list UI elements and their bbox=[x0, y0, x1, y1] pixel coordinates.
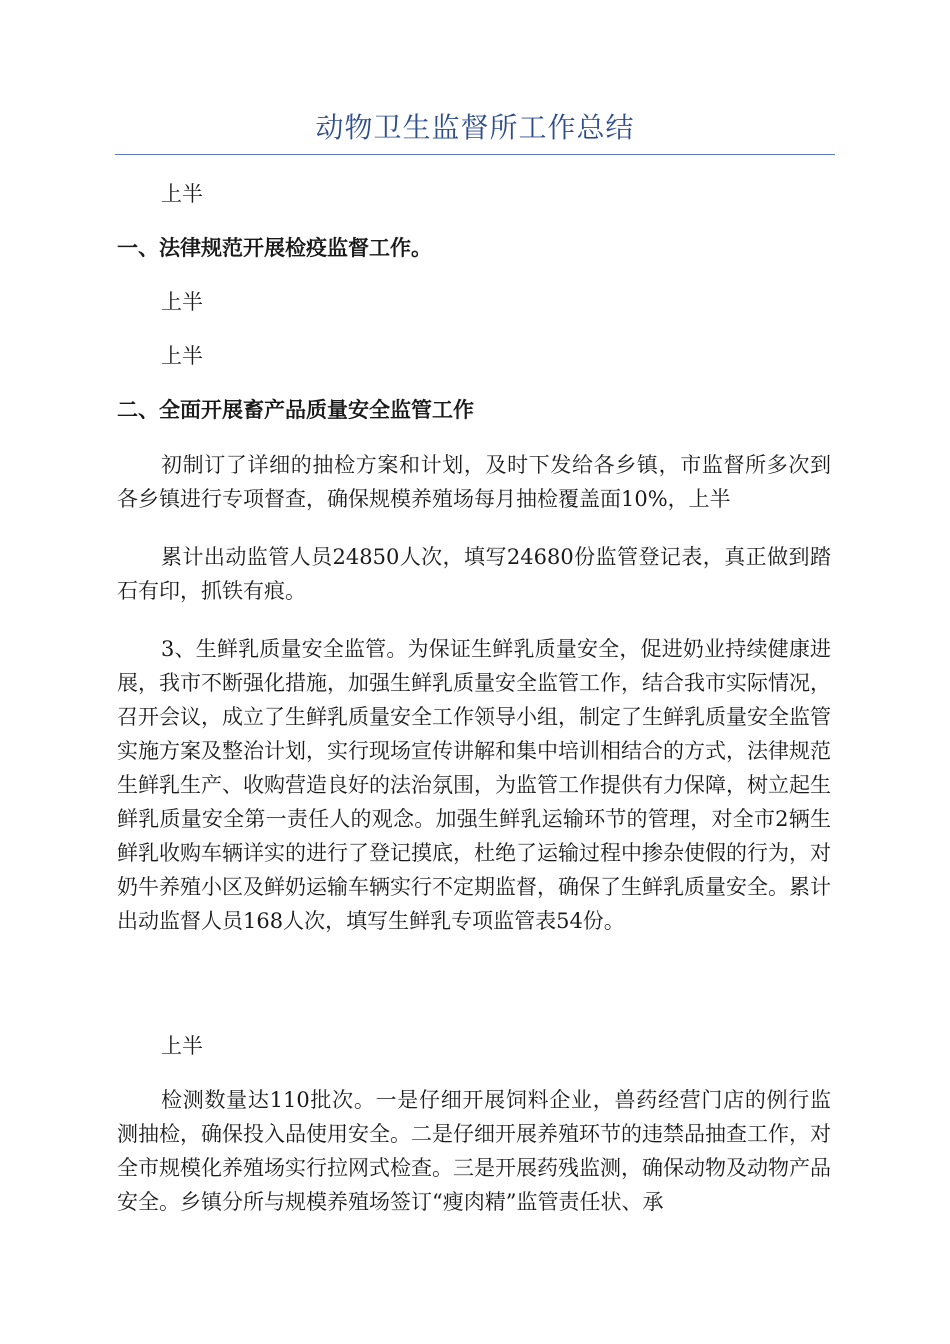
paragraph-text: 初制订了详细的抽检方案和计划，及时下发给各乡镇，市监督所多次到各乡镇进行专项督查，确保规模养殖场每月抽检覆盖面10%，上半 bbox=[117, 453, 831, 511]
paragraph-text: 3、生鲜乳质量安全监管。为保证生鲜乳质量安全，促进奶业持续健康进展，我市不断强化措施，加强生鲜乳质量安全监管工作，结合我市实际情况，召开会议，成立了生鲜乳质量安全工作领导小组，制定了生鲜乳质量安全监管实施方案及整治计划，实行现场宣传讲解和集中培训相结合的方式，法律规范生鲜乳生产、收购营造良好的法治氛围，为监管工作提供有力保障，树立起生鲜乳质量安全第一责任人的观念。加强生鲜乳运输环节的管理，对全市2辆生鲜乳收购车辆详实的进行了登记摸底，杜绝了运输过程中掺杂使假的行为，对奶牛养殖小区及鲜奶运输车辆实行不定期监督，确保了生鲜乳质量安全。累计出动监督人员168人次，填写生鲜乳专项监管表54份。 bbox=[117, 637, 831, 933]
paragraph bbox=[117, 540, 831, 608]
paragraph bbox=[117, 177, 831, 211]
paragraph-text: 上半 bbox=[161, 1034, 203, 1058]
paragraph bbox=[117, 632, 831, 938]
section-heading-text: 一、法律规范开展检疫监督工作。 bbox=[117, 235, 432, 260]
document-title: 动物卫生监督所工作总结 bbox=[315, 111, 635, 144]
section-heading-2 bbox=[117, 393, 831, 427]
paragraph bbox=[117, 285, 831, 319]
paragraph bbox=[117, 1083, 831, 1219]
title-underline bbox=[115, 154, 835, 155]
paragraph-text: 检测数量达110批次。一是仔细开展饲料企业，兽药经营门店的例行监测抽检，确保投入品使用安全。二是仔细开展养殖环节的违禁品抽查工作，对全市规模化养殖场实行拉网式检查。三是开展药残监测，确保动物及动物产品安全。乡镇分所与规模养殖场签订“瘦肉精”监管责任状、承 bbox=[117, 1088, 831, 1214]
paragraph bbox=[117, 339, 831, 373]
paragraph bbox=[117, 1029, 831, 1063]
paragraph-text: 上半 bbox=[161, 290, 203, 314]
paragraph-text: 上半 bbox=[161, 182, 203, 206]
section-heading-1 bbox=[117, 231, 831, 265]
paragraph bbox=[117, 448, 831, 516]
section-heading-text: 二、全面开展畜产品质量安全监管工作 bbox=[117, 397, 474, 422]
paragraph-text: 累计出动监管人员24850人次，填写24680份监管登记表，真正做到踏石有印，抓铁有痕。 bbox=[117, 545, 831, 603]
paragraph-text: 上半 bbox=[161, 344, 203, 368]
